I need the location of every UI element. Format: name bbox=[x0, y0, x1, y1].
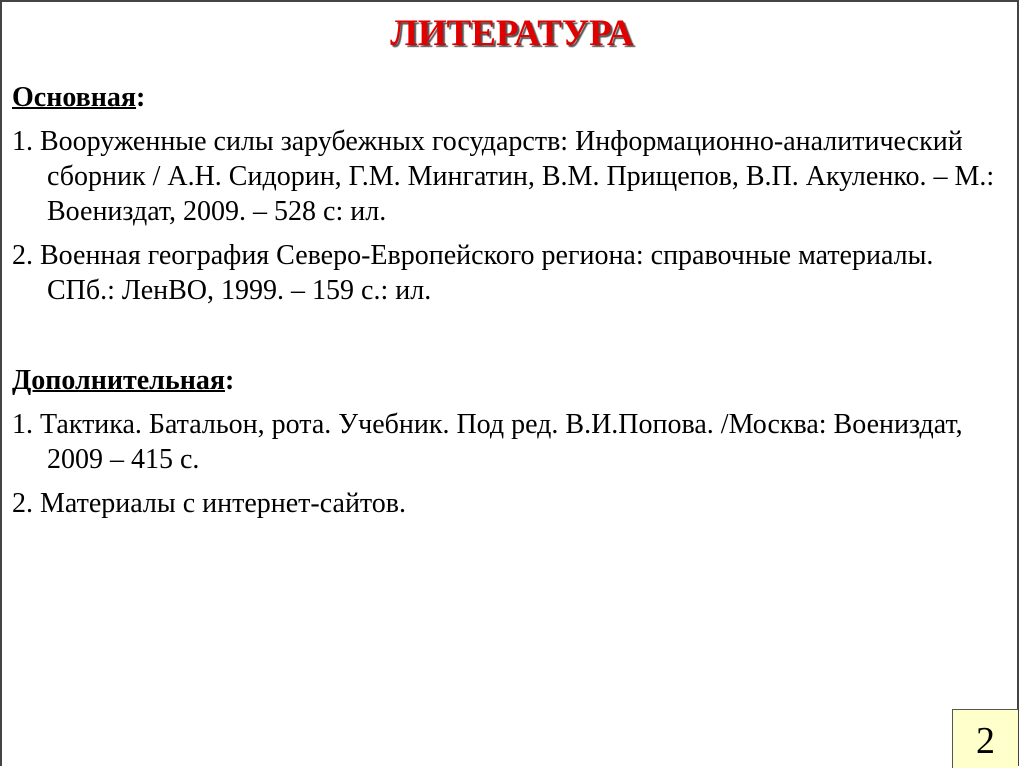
reference-item: 1. Вооруженные силы зарубежных государств: Информационно-аналитический сборник / А.Н. Сидорин, Г.М. Мингатин, В.М. Прищепов, В.П. Акуленко. – М.: Воениздат, 2009. – 528 с: ил. bbox=[12, 126, 995, 227]
slide-title: ЛИТЕРАТУРА bbox=[390, 13, 634, 54]
references-content bbox=[12, 80, 1002, 530]
heading-text: Основная bbox=[12, 82, 137, 113]
section-heading-additional bbox=[12, 363, 1002, 398]
reference-item: 2. Военная география Северо-Европейского региона: справочные материалы. СПб.: ЛенВО, 1999. – 159 с.: ил. bbox=[12, 240, 934, 306]
page-number: 2 bbox=[952, 709, 1018, 768]
heading-colon: : bbox=[224, 365, 235, 396]
section-heading-main bbox=[12, 80, 1002, 115]
heading-colon: : bbox=[136, 82, 146, 113]
reference-item: 1. Тактика. Батальон, рота. Учебник. Под ред. В.И.Попова. /Москва: Воениздат, 2009 – 415 с. bbox=[12, 409, 963, 475]
heading-text: Дополнительная bbox=[12, 365, 225, 396]
reference-item: 2. Материалы с интернет-сайтов. bbox=[12, 488, 407, 519]
